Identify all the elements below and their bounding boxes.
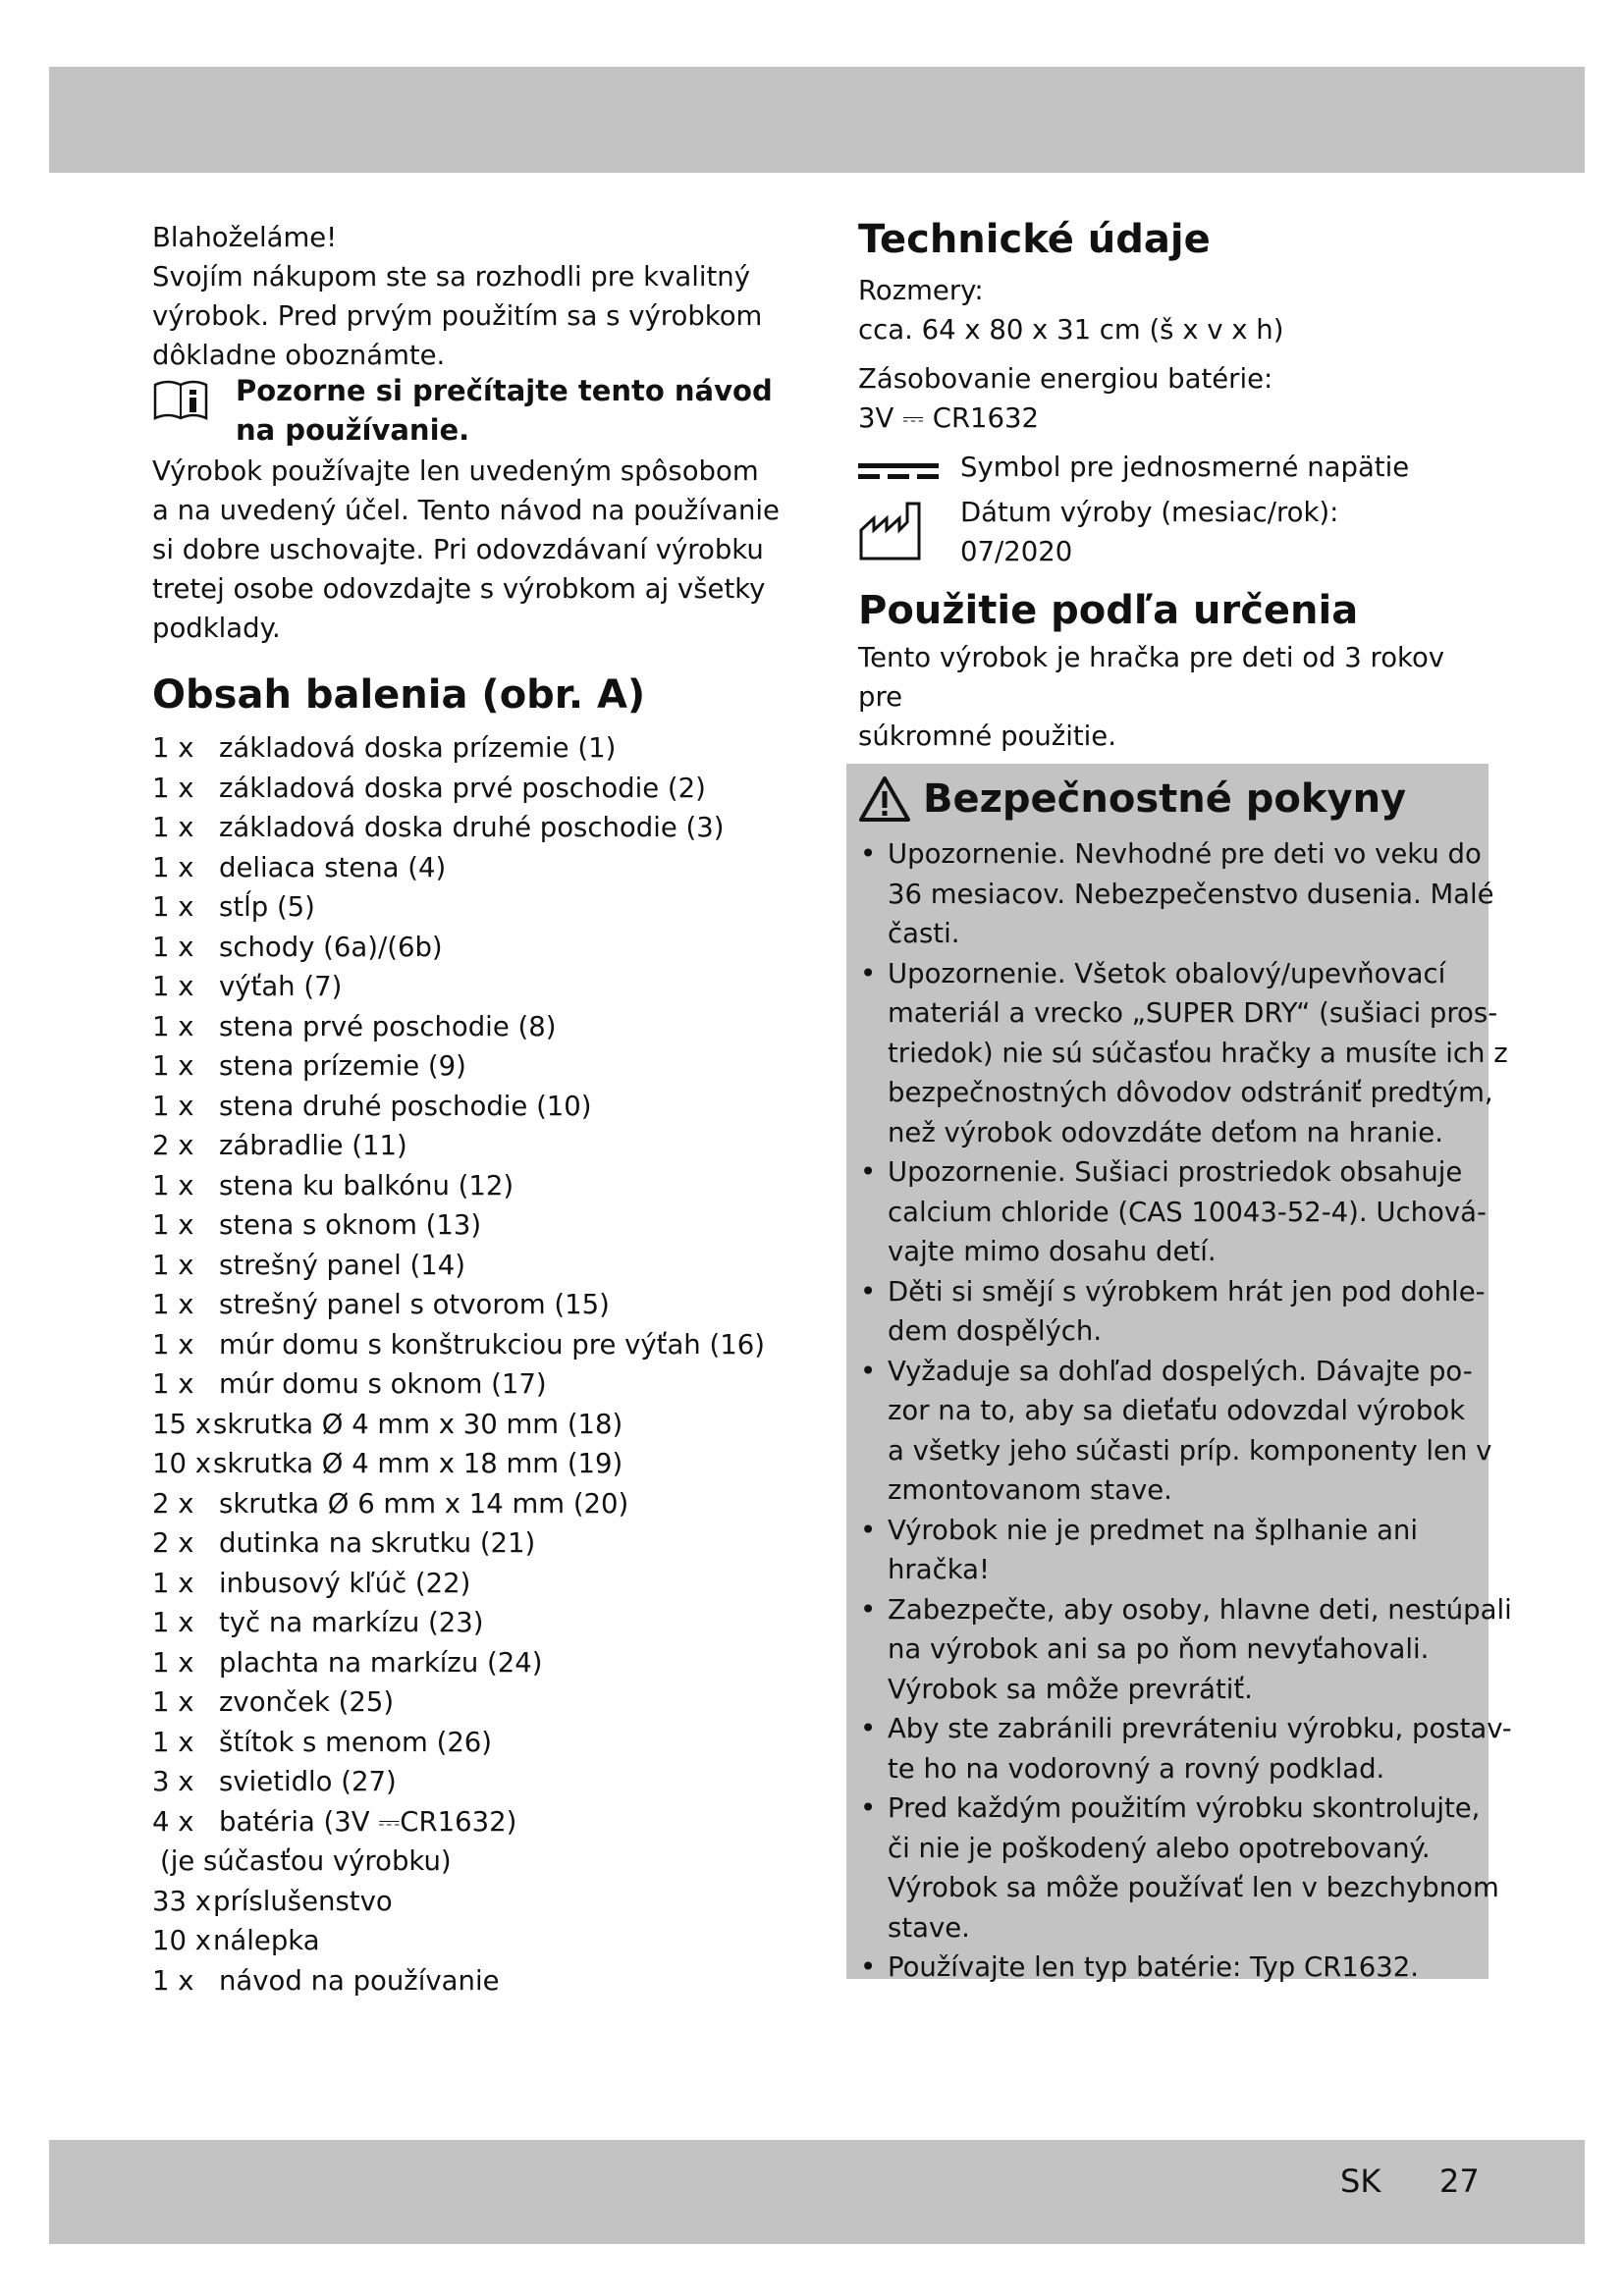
usage-line: si dobre uschovajte. Pri odovzdávaní výrobku (152, 534, 764, 565)
item-name: skrutka Ø 4 mm x 30 mm (18) (213, 1408, 623, 1440)
safety-item-line: 36 mesiacov. Nebezpečenstvo dusenia. Malé (888, 878, 1494, 910)
usage-text-line: súkromné použitie. (858, 721, 1116, 752)
safety-item (858, 1789, 1499, 1948)
safety-item-line: Výrobok sa môže prevrátiť. (888, 1673, 1253, 1705)
item-quantity: 4 x (152, 1805, 194, 1838)
tech-title: Technické údaje (858, 217, 1211, 262)
safety-item (858, 1511, 1487, 1590)
item-name: (je súčasťou výrobku) (160, 1845, 452, 1877)
intro-line: Svojím nákupom ste sa rozhodli pre kvalitný (152, 261, 750, 293)
item-quantity: 1 x (152, 1209, 194, 1241)
item-name: stĺp (5) (219, 891, 315, 923)
item-name: múr domu s konštrukciou pre výťah (16) (219, 1328, 765, 1361)
item-name: základová doska druhé poschodie (3) (219, 812, 725, 843)
item-name: návod na používanie (219, 1964, 500, 1997)
manufacture-date-value: 07/2020 (960, 536, 1073, 567)
item-quantity: 1 x (152, 1726, 194, 1758)
usage-line: tretej osobe odovzdajte s výrobkom aj všetky (152, 573, 766, 605)
item-quantity: 1 x (152, 812, 194, 843)
item-name: stena prvé poschodie (8) (219, 1010, 557, 1042)
safety-item (858, 1272, 1487, 1352)
direct-current-icon (858, 463, 939, 479)
contents-item (152, 1643, 790, 1683)
safety-item-line: a všetky jeho súčasti príp. komponenty len v (888, 1434, 1492, 1467)
contents-item (152, 1444, 790, 1484)
item-name: strešný panel (14) (219, 1249, 465, 1281)
item-quantity: 1 x (152, 1964, 194, 1997)
item-quantity: 10 x (152, 1925, 212, 1956)
dims-value: cca. 64 x 80 x 31 cm (š x v x h) (858, 314, 1284, 346)
left-column (152, 218, 790, 2001)
contents-item (152, 1166, 790, 1206)
item-name: plachta na markízu (24) (219, 1646, 543, 1679)
safety-item-line: na výrobok ani sa po ňom nevyťahovali. (888, 1633, 1430, 1665)
contents-item (152, 1682, 790, 1723)
usage-line: a na uvedený účel. Tento návod na používanie (152, 495, 780, 526)
safety-item-line: calcium chloride (CAS 10043-52-4). Uchová- (888, 1196, 1487, 1228)
contents-list (152, 728, 790, 2001)
contents-item (152, 728, 790, 769)
safety-item (858, 954, 1508, 1153)
safety-item-line: bezpečnostných dôvodov odstrániť predtým, (888, 1077, 1493, 1108)
item-quantity: 2 x (152, 1130, 194, 1161)
item-name: skrutka Ø 4 mm x 18 mm (19) (213, 1448, 623, 1479)
item-quantity: 1 x (152, 1050, 194, 1082)
item-quantity: 1 x (152, 772, 194, 804)
language-code: SK (1340, 2163, 1381, 2200)
manufacture-date-row (858, 493, 1487, 575)
item-name: strešný panel s otvorom (15) (219, 1289, 610, 1320)
item-quantity: 1 x (152, 1368, 194, 1400)
attention-note (152, 371, 790, 452)
safety-item-line: materiál a vrecko „SUPER DRY“ (sušiaci pros- (888, 997, 1498, 1029)
contents-item (152, 1364, 790, 1405)
contents-title: Obsah balenia (obr. A) (152, 672, 646, 718)
warning-icon (858, 775, 911, 823)
item-name: stena druhé poschodie (10) (219, 1090, 592, 1122)
contents-item (152, 1921, 790, 1961)
item-quantity: 1 x (152, 971, 194, 1002)
contents-item (152, 1246, 790, 1286)
item-name: príslušenstvo (213, 1885, 393, 1917)
item-quantity: 2 x (152, 1527, 194, 1559)
safety-item-line: • Upozornenie. Sušiaci prostriedok obsahuje (888, 1156, 1463, 1188)
contents-item (152, 967, 790, 1007)
item-name: batéria (3V ⎓CR1632) (219, 1805, 517, 1838)
safety-item-line: triedok) nie sú súčasťou hračky a musíte ich z (888, 1037, 1508, 1069)
safety-item-line: • Aby ste zabránili prevráteniu výrobku, postav- (888, 1713, 1512, 1744)
intro-line: Blahoželáme! (152, 222, 338, 253)
intro-line: výrobok. Pred prvým použitím sa s výrobkom (152, 300, 763, 332)
item-name: múr domu s oknom (17) (219, 1368, 547, 1400)
safety-item (858, 1590, 1512, 1710)
manufacture-date-label: Dátum výroby (mesiac/rok): (960, 497, 1339, 528)
item-quantity: 1 x (152, 1090, 194, 1122)
contents-item (152, 769, 790, 809)
item-quantity: 10 x (152, 1448, 212, 1479)
contents-item (152, 1126, 790, 1166)
contents-item (152, 1007, 790, 1047)
safety-item-line: • Upozornenie. Všetok obalový/upevňovací (888, 957, 1446, 989)
contents-item (152, 1882, 790, 1922)
item-name: stena ku balkónu (12) (219, 1169, 514, 1201)
right-column (858, 218, 1487, 756)
item-quantity: 1 x (152, 1169, 194, 1201)
safety-item-line: hračka! (888, 1554, 991, 1585)
safety-item (858, 834, 1494, 954)
contents-item (152, 1564, 790, 1604)
item-name: výťah (7) (219, 971, 343, 1002)
contents-item (152, 1603, 790, 1643)
contents-item (152, 808, 790, 848)
read-manual-icon (152, 379, 209, 422)
item-quantity: 1 x (152, 1607, 194, 1638)
contents-item (152, 1484, 790, 1524)
safety-item-line: či nie je poškodený alebo opotrebovaný. (888, 1832, 1431, 1864)
item-quantity: 15 x (152, 1408, 212, 1440)
item-quantity: 1 x (152, 732, 194, 764)
safety-item-line: • Pred každým použitím výrobku skontrolujte, (888, 1792, 1481, 1824)
safety-item-line: Výrobok sa môže používať len v bezchybnom (888, 1872, 1499, 1903)
item-name: skrutka Ø 6 mm x 14 mm (20) (219, 1487, 629, 1520)
dc-symbol-row (858, 448, 1487, 489)
item-name: stena prízemie (9) (219, 1050, 466, 1082)
attention-text: Pozorne si prečítajte tento návod (236, 374, 773, 407)
item-name: základová doska prvé poschodie (2) (219, 772, 706, 804)
contents-item (152, 1802, 790, 1842)
safety-item (858, 1709, 1512, 1789)
item-name: dutinka na skrutku (21) (219, 1527, 536, 1559)
contents-item (152, 928, 790, 968)
item-name: schody (6a)/(6b) (219, 931, 443, 963)
safety-item-line: dem dospělých. (888, 1315, 1103, 1347)
factory-icon (858, 501, 923, 561)
contents-item (152, 1205, 790, 1246)
power-value: 3V ⎓ CR1632 (858, 402, 1040, 434)
item-quantity: 1 x (152, 1328, 194, 1361)
contents-item (152, 1285, 790, 1325)
item-quantity: 1 x (152, 1010, 194, 1042)
usage-title: Použitie podľa určenia (858, 588, 1359, 633)
item-name: svietidlo (27) (219, 1766, 397, 1797)
safety-item-line: zor na to, aby sa dieťaťu odovzdal výrobok (888, 1395, 1466, 1426)
safety-item-line: • Upozornenie. Nevhodné pre deti vo veku do (888, 838, 1482, 870)
contents-item (152, 1325, 790, 1365)
safety-item-line: • Vyžaduje sa dohľad dospelých. Dávajte po- (888, 1355, 1473, 1387)
contents-item (152, 1087, 790, 1127)
contents-item (152, 848, 790, 888)
item-name: nálepka (213, 1925, 320, 1956)
safety-item-line: • Výrobok nie je predmet na šplhanie ani (888, 1514, 1418, 1546)
usage-text-line: Tento výrobok je hračka pre deti od 3 rokov pre (858, 642, 1445, 713)
usage-line: podklady. (152, 613, 281, 644)
contents-item (152, 1046, 790, 1087)
attention-text: na používanie. (236, 413, 470, 447)
contents-item (152, 887, 790, 928)
dims-label: Rozmery: (858, 275, 984, 306)
usage-line: Výrobok používajte len uvedeným spôsobom (152, 455, 759, 487)
safety-item-line: než výrobok odovzdáte deťom na hranie. (888, 1116, 1443, 1148)
page-number: 27 (1439, 2163, 1480, 2200)
item-quantity: 33 x (152, 1885, 212, 1917)
safety-item (858, 1352, 1492, 1511)
safety-list (858, 834, 1512, 1988)
item-name: inbusový kľúč (22) (219, 1567, 471, 1599)
item-name: zvonček (25) (219, 1686, 395, 1718)
safety-item-line: zmontovanom stave. (888, 1474, 1172, 1506)
safety-item-line: • Zabezpečte, aby osoby, hlavne deti, nestúpali (888, 1593, 1512, 1626)
safety-box (846, 764, 1512, 1983)
item-quantity: 1 x (152, 1289, 194, 1320)
dc-symbol-text: Symbol pre jednosmerné napätie (960, 452, 1410, 483)
item-name: štítok s menom (26) (219, 1726, 493, 1758)
item-quantity: 1 x (152, 891, 194, 923)
safety-item-line: te ho na vodorovný a rovný podklad. (888, 1752, 1385, 1785)
safety-item-line: stave. (888, 1911, 970, 1944)
safety-item (858, 1948, 1487, 1988)
contents-item (152, 1405, 790, 1445)
safety-title: Bezpečnostné pokyny (923, 776, 1407, 822)
safety-item-line: • Děti si smějí s výrobkem hrát jen pod dohle- (888, 1275, 1486, 1308)
item-name: základová doska prízemie (1) (219, 732, 617, 764)
safety-item-line: časti. (888, 918, 960, 949)
item-quantity: 3 x (152, 1766, 194, 1797)
item-quantity: 1 x (152, 1646, 194, 1679)
contents-item (152, 1762, 790, 1802)
item-quantity (152, 1842, 160, 1882)
item-quantity: 1 x (152, 1567, 194, 1599)
contents-item (152, 1723, 790, 1763)
power-label: Zásobovanie energiou batérie: (858, 363, 1273, 395)
item-quantity: 1 x (152, 931, 194, 963)
header-band (49, 67, 1585, 173)
safety-item (858, 1152, 1487, 1272)
intro-line: dôkladne oboznámte. (152, 340, 446, 371)
item-name: deliaca stena (4) (219, 851, 447, 883)
item-quantity: 2 x (152, 1487, 194, 1520)
item-quantity: 1 x (152, 1686, 194, 1718)
contents-item (152, 1961, 790, 2002)
safety-item-line: vajte mimo dosahu detí. (888, 1236, 1217, 1267)
item-quantity: 1 x (152, 851, 194, 883)
contents-item (152, 1842, 790, 1882)
item-name: zábradlie (11) (219, 1130, 407, 1161)
item-name: tyč na markízu (23) (219, 1607, 484, 1638)
safety-item-line: • Používajte len typ batérie: Typ CR1632. (888, 1951, 1420, 1983)
item-quantity: 1 x (152, 1249, 194, 1281)
item-name: stena s oknom (13) (219, 1209, 482, 1241)
contents-item (152, 1523, 790, 1564)
